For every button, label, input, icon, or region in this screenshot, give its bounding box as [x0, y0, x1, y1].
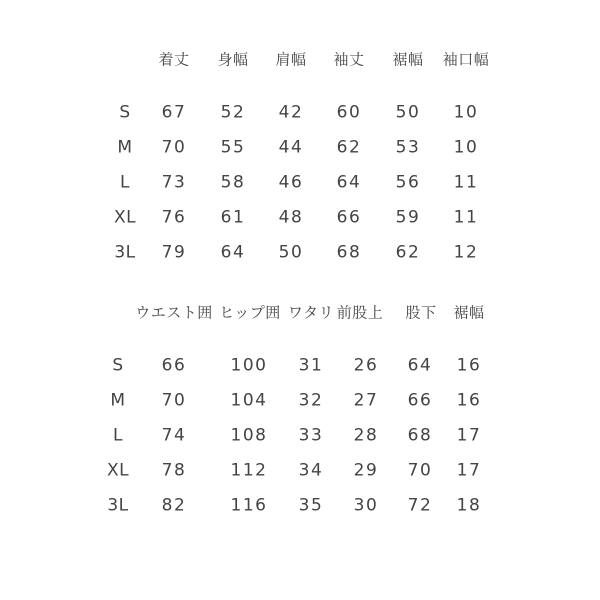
tops-cell: 58: [220, 172, 246, 193]
bottoms-cell: 16: [456, 390, 482, 411]
bottoms-cell: 18: [456, 495, 482, 516]
bottoms-header-4: 股下: [405, 303, 437, 322]
tops-cell: 48: [278, 207, 304, 228]
tops-cell: 73: [161, 172, 187, 193]
bottoms-cell: 64: [407, 355, 433, 376]
tops-cell: 79: [161, 242, 187, 263]
bottoms-size-label: S: [112, 355, 124, 376]
tops-header-3: 袖丈: [333, 50, 365, 69]
tops-cell: 11: [453, 172, 479, 193]
bottoms-cell: 82: [161, 495, 187, 516]
tops-cell: 46: [278, 172, 304, 193]
tops-cell: 67: [161, 102, 187, 123]
bottoms-header-2: ワタリ: [287, 303, 335, 322]
tops-cell: 62: [395, 242, 421, 263]
tops-cell: 12: [453, 242, 479, 263]
tops-cell: 10: [453, 102, 479, 123]
tops-header-4: 裾幅: [392, 50, 424, 69]
bottoms-header-3: 前股上: [336, 303, 384, 322]
bottoms-cell: 78: [161, 460, 187, 481]
bottoms-cell: 104: [230, 390, 268, 411]
tops-size-label: XL: [113, 207, 137, 228]
tops-cell: 52: [220, 102, 246, 123]
bottoms-cell: 100: [230, 355, 268, 376]
bottoms-cell: 27: [353, 390, 379, 411]
tops-header-1: 身幅: [217, 50, 249, 69]
tops-size-label: L: [120, 172, 130, 193]
tops-cell: 44: [278, 137, 304, 158]
tops-cell: 10: [453, 137, 479, 158]
tops-header-0: 着丈: [158, 50, 190, 69]
tops-cell: 59: [395, 207, 421, 228]
tops-size-label: S: [119, 102, 131, 123]
bottoms-size-label: 3L: [107, 495, 129, 516]
tops-cell: 50: [395, 102, 421, 123]
bottoms-cell: 74: [161, 425, 187, 446]
tops-cell: 64: [220, 242, 246, 263]
tops-cell: 61: [220, 207, 246, 228]
bottoms-cell: 16: [456, 355, 482, 376]
tops-cell: 70: [161, 137, 187, 158]
bottoms-cell: 29: [353, 460, 379, 481]
bottoms-cell: 108: [230, 425, 268, 446]
tops-size-label: M: [117, 137, 133, 158]
bottoms-cell: 30: [353, 495, 379, 516]
bottoms-cell: 68: [407, 425, 433, 446]
bottoms-cell: 31: [298, 355, 324, 376]
tops-header-5: 袖口幅: [442, 50, 490, 69]
tops-cell: 68: [336, 242, 362, 263]
bottoms-cell: 66: [161, 355, 187, 376]
bottoms-size-label: L: [113, 425, 123, 446]
bottoms-cell: 116: [230, 495, 268, 516]
bottoms-cell: 32: [298, 390, 324, 411]
bottoms-cell: 17: [456, 425, 482, 446]
bottoms-header-1: ヒップ囲: [219, 303, 281, 322]
bottoms-cell: 70: [407, 460, 433, 481]
tops-cell: 64: [336, 172, 362, 193]
tops-cell: 56: [395, 172, 421, 193]
bottoms-size-label: XL: [106, 460, 130, 481]
tops-size-label: 3L: [114, 242, 136, 263]
tops-cell: 53: [395, 137, 421, 158]
bottoms-header-5: 裾幅: [453, 303, 485, 322]
tops-cell: 66: [336, 207, 362, 228]
tops-cell: 42: [278, 102, 304, 123]
tops-header-2: 肩幅: [275, 50, 307, 69]
tops-cell: 62: [336, 137, 362, 158]
tops-cell: 11: [453, 207, 479, 228]
bottoms-cell: 35: [298, 495, 324, 516]
bottoms-cell: 112: [230, 460, 268, 481]
bottoms-cell: 26: [353, 355, 379, 376]
bottoms-header-0: ウエスト囲: [135, 303, 213, 322]
bottoms-cell: 33: [298, 425, 324, 446]
tops-cell: 60: [336, 102, 362, 123]
bottoms-size-label: M: [110, 390, 126, 411]
tops-cell: 55: [220, 137, 246, 158]
bottoms-cell: 34: [298, 460, 324, 481]
bottoms-cell: 72: [407, 495, 433, 516]
bottoms-cell: 66: [407, 390, 433, 411]
bottoms-cell: 17: [456, 460, 482, 481]
tops-cell: 50: [278, 242, 304, 263]
bottoms-cell: 28: [353, 425, 379, 446]
bottoms-cell: 70: [161, 390, 187, 411]
tops-cell: 76: [161, 207, 187, 228]
